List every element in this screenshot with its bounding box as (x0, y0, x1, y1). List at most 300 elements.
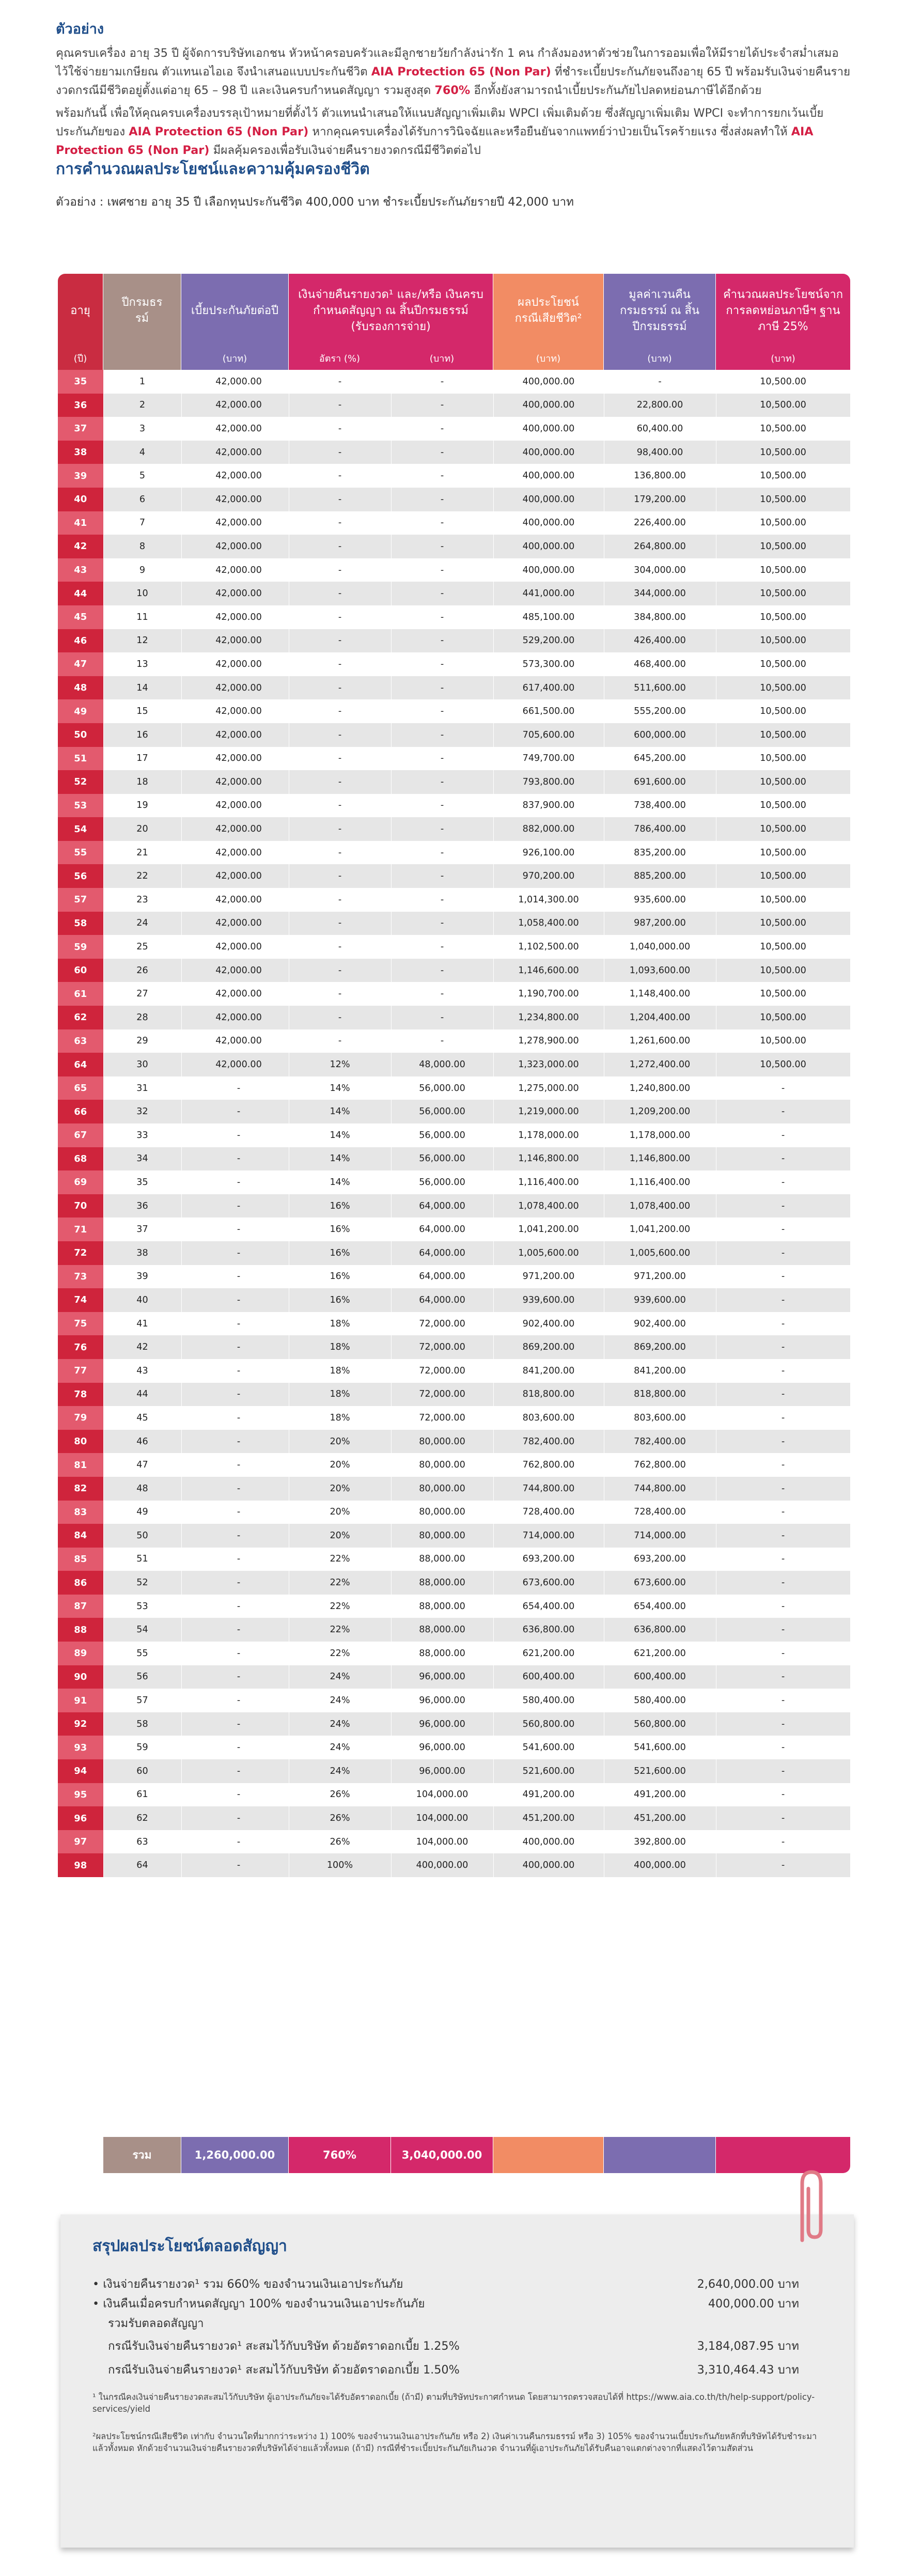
cell-premium: - (181, 1548, 289, 1571)
header-age: อายุ (70, 304, 90, 317)
cell-year: 20 (103, 817, 181, 841)
cell-premium: - (181, 1595, 289, 1618)
cell-death: 1,116,400.00 (493, 1170, 604, 1194)
cell-payout: - (391, 511, 493, 535)
cell-payout: 48,000.00 (391, 1053, 493, 1076)
example-title: ตัวอย่าง (56, 21, 104, 37)
cell-rate: 16% (289, 1265, 391, 1289)
cell-tax: - (716, 1712, 850, 1736)
cell-age: 84 (58, 1524, 103, 1548)
summary-value-payouts: 2,640,000.00 บาท (697, 2277, 799, 2291)
cell-csv: 738,400.00 (604, 794, 716, 818)
cell-payout: 96,000.00 (391, 1712, 493, 1736)
cell-year: 43 (103, 1359, 181, 1383)
cell-premium: - (181, 1194, 289, 1218)
cell-csv: 521,600.00 (604, 1759, 716, 1783)
cell-payout: 64,000.00 (391, 1194, 493, 1218)
cell-rate: - (289, 558, 391, 582)
cell-rate: - (289, 794, 391, 818)
cell-rate: 20% (289, 1477, 391, 1501)
cell-year: 63 (103, 1830, 181, 1854)
cell-death: 400,000.00 (493, 558, 604, 582)
total-label: รวม (103, 2137, 181, 2173)
cell-premium: 42,000.00 (181, 864, 289, 888)
cell-payout: 88,000.00 (391, 1595, 493, 1618)
cell-year: 4 (103, 441, 181, 464)
table-row (58, 723, 850, 747)
cell-payout: 56,000.00 (391, 1076, 493, 1100)
cell-death: 451,200.00 (493, 1806, 604, 1830)
cell-premium: 42,000.00 (181, 676, 289, 700)
cell-death: 837,900.00 (493, 794, 604, 818)
table-row (58, 1100, 850, 1123)
cell-age: 75 (58, 1312, 103, 1336)
cell-premium: - (181, 1076, 289, 1100)
cell-payout: - (391, 464, 493, 488)
cell-death: 621,200.00 (493, 1642, 604, 1665)
cell-csv: 935,600.00 (604, 888, 716, 912)
cell-year: 6 (103, 488, 181, 511)
cell-premium: - (181, 1783, 289, 1807)
cell-tax: - (716, 1265, 850, 1289)
cell-csv: 835,200.00 (604, 841, 716, 865)
cell-age: 46 (58, 629, 103, 653)
table-row (58, 1712, 850, 1736)
cell-payout: 400,000.00 (391, 1853, 493, 1877)
cell-age: 56 (58, 864, 103, 888)
cell-premium: 42,000.00 (181, 888, 289, 912)
cell-year: 55 (103, 1642, 181, 1665)
cell-age: 69 (58, 1170, 103, 1194)
table-row (58, 629, 850, 653)
cell-year: 24 (103, 912, 181, 935)
max-benefit: 760% (434, 84, 471, 97)
cell-age: 97 (58, 1830, 103, 1854)
cell-rate: 20% (289, 1501, 391, 1524)
unit-csv: (บาท) (647, 353, 672, 364)
cell-csv: 1,005,600.00 (604, 1241, 716, 1265)
cell-age: 88 (58, 1618, 103, 1642)
cell-rate: - (289, 841, 391, 865)
cell-age: 96 (58, 1806, 103, 1830)
cell-csv: 939,600.00 (604, 1288, 716, 1312)
cell-death: 1,102,500.00 (493, 935, 604, 959)
cell-age: 62 (58, 1006, 103, 1029)
cell-tax: - (716, 1170, 850, 1194)
text: พร้อมกันนี้ เพื่อให้คุณครบเครื่องบรรลุเป้าหมายที่ตั้งไว้ ตัวแทนนำเสนอให้แนบสัญญาเพิ่มเติม WPCI เพิ่มเติมด้วย ซึ่งสัญญาเพิ่มเติม WPCI จะทำการยกเว้นเบี้ยประกันภัยของ (56, 106, 824, 138)
cell-csv: 426,400.00 (604, 629, 716, 653)
cell-death: 705,600.00 (493, 723, 604, 747)
cell-tax: 10,500.00 (716, 370, 850, 394)
cell-tax: - (716, 1689, 850, 1712)
summary-value-maturity: 400,000.00 บาท (708, 2297, 799, 2310)
cell-age: 95 (58, 1783, 103, 1807)
cell-csv: 818,800.00 (604, 1383, 716, 1407)
cell-rate: 18% (289, 1383, 391, 1407)
cell-age: 36 (58, 394, 103, 417)
cell-premium: - (181, 1265, 289, 1289)
cell-premium: - (181, 1689, 289, 1712)
header-payout: เงินจ่ายคืนรายงวด¹ และ/หรือ เงินครบกำหนดสัญญา ณ สิ้นปีกรมธรรม์ (รับรองการจ่าย) (298, 288, 483, 333)
cell-tax: - (716, 1501, 850, 1524)
cell-payout: 72,000.00 (391, 1383, 493, 1407)
text: หากคุณครบเครื่องได้รับการวินิจฉัยและหรือยืนยันจากแพทย์ว่าป่วยเป็นโรคร้ายแรง ซึ่งส่งผลทำให้ (308, 125, 791, 138)
text: คุณครบเครื่อง อายุ 35 ปี ผู้จัดการบริษัทเอกชน หัวหน้าครอบครัวและมีลูกชายวัยกำลังน่ารัก 1 คน กำลังมองหาตัวช่วยในการออมเพื่อให้มีรายได้ประจำสม่ำเสมอ ไว้ใช้จ่ายยามเกษียณ ตัวแทนเอไอเอ จึงนำเสนอแบบประกันชีวิต (56, 46, 839, 79)
cell-rate: - (289, 817, 391, 841)
cell-death: 882,000.00 (493, 817, 604, 841)
unit-payout: (บาท) (429, 353, 455, 364)
table-row (58, 676, 850, 700)
cell-death: 714,000.00 (493, 1524, 604, 1548)
table-row (58, 1830, 850, 1854)
cell-rate: - (289, 676, 391, 700)
cell-age: 94 (58, 1759, 103, 1783)
cell-premium: - (181, 1123, 289, 1147)
cell-tax: 10,500.00 (716, 605, 850, 629)
cell-payout: - (391, 629, 493, 653)
summary-title: สรุปผลประโยชน์ตลอดสัญญา (92, 2237, 287, 2255)
cell-premium: 42,000.00 (181, 982, 289, 1006)
cell-premium: 42,000.00 (181, 1006, 289, 1029)
cell-premium: - (181, 1359, 289, 1383)
cell-csv: 384,800.00 (604, 605, 716, 629)
cell-rate: - (289, 959, 391, 982)
cell-rate: 20% (289, 1453, 391, 1477)
cell-year: 34 (103, 1147, 181, 1171)
cell-tax: - (716, 1076, 850, 1100)
cell-death: 1,323,000.00 (493, 1053, 604, 1076)
cell-death: 400,000.00 (493, 370, 604, 394)
cell-payout: 104,000.00 (391, 1783, 493, 1807)
table-row (58, 1265, 850, 1289)
cell-csv: 304,000.00 (604, 558, 716, 582)
cell-csv: 580,400.00 (604, 1689, 716, 1712)
cell-age: 57 (58, 888, 103, 912)
cell-premium: - (181, 1430, 289, 1454)
cell-csv: 600,000.00 (604, 723, 716, 747)
cell-tax: - (716, 1548, 850, 1571)
cell-payout: 88,000.00 (391, 1571, 493, 1595)
cell-rate: - (289, 723, 391, 747)
cell-csv: 987,200.00 (604, 912, 716, 935)
cell-csv: 468,400.00 (604, 652, 716, 676)
section-subtitle: ตัวอย่าง : เพศชาย อายุ 35 ปี เลือกทุนประกันชีวิต 400,000 บาท ชำระเบี้ยประกันภัยรายปี 42,000 บาท (56, 195, 574, 209)
cell-year: 31 (103, 1076, 181, 1100)
cell-tax: 10,500.00 (716, 394, 850, 417)
cell-premium: 42,000.00 (181, 817, 289, 841)
cell-age: 74 (58, 1288, 103, 1312)
unit-premium: (บาท) (222, 353, 247, 364)
cell-age: 42 (58, 535, 103, 558)
cell-death: 1,058,400.00 (493, 912, 604, 935)
cell-premium: 42,000.00 (181, 652, 289, 676)
cell-rate: - (289, 629, 391, 653)
cell-csv: 693,200.00 (604, 1548, 716, 1571)
cell-tax: - (716, 1430, 850, 1454)
cell-tax: 10,500.00 (716, 535, 850, 558)
cell-age: 98 (58, 1853, 103, 1877)
cell-age: 77 (58, 1359, 103, 1383)
cell-csv: 264,800.00 (604, 535, 716, 558)
cell-rate: - (289, 982, 391, 1006)
cell-age: 59 (58, 935, 103, 959)
cell-premium: - (181, 1501, 289, 1524)
cell-premium: 42,000.00 (181, 747, 289, 771)
cell-year: 18 (103, 770, 181, 794)
cell-rate: 14% (289, 1147, 391, 1171)
cell-year: 28 (103, 1006, 181, 1029)
paperclip-icon (787, 2168, 833, 2245)
cell-premium: - (181, 1312, 289, 1336)
cell-csv: - (604, 370, 716, 394)
cell-premium: 42,000.00 (181, 699, 289, 723)
cell-year: 8 (103, 535, 181, 558)
summary-value-rate-125: 3,184,087.95 บาท (697, 2339, 799, 2353)
cell-age: 51 (58, 747, 103, 771)
cell-death: 1,041,200.00 (493, 1217, 604, 1241)
text: ที่ชำระเบี้ยประกันภัยจนถึงอายุ 65 ปี พร้อมรับเงินจ่ายคืนรายงวดกรณีมีชีวิตอยู่ตั้งแต่อายุ 65 – 98 ปี และเงินครบกำหนดสัญญา รวมสูงสุด (56, 65, 851, 97)
cell-premium: - (181, 1571, 289, 1595)
cell-csv: 636,800.00 (604, 1618, 716, 1642)
cell-rate: - (289, 770, 391, 794)
table-row (58, 511, 850, 535)
cell-premium: 42,000.00 (181, 912, 289, 935)
cell-tax: - (716, 1312, 850, 1336)
header-cash-value: มูลค่าเวนคืนกรมธรรม์ ณ สิ้นปีกรมธรรม์ (619, 288, 700, 333)
cell-csv: 902,400.00 (604, 1312, 716, 1336)
cell-payout: 64,000.00 (391, 1241, 493, 1265)
cell-rate: - (289, 888, 391, 912)
cell-year: 7 (103, 511, 181, 535)
cell-age: 41 (58, 511, 103, 535)
cell-age: 61 (58, 982, 103, 1006)
cell-premium: 42,000.00 (181, 723, 289, 747)
cell-premium: 42,000.00 (181, 1053, 289, 1076)
cell-age: 68 (58, 1147, 103, 1171)
cell-premium: - (181, 1217, 289, 1241)
table-row (58, 370, 850, 394)
cell-rate: - (289, 394, 391, 417)
cell-premium: 42,000.00 (181, 417, 289, 441)
cell-rate: 18% (289, 1406, 391, 1430)
cell-payout: - (391, 1006, 493, 1029)
cell-tax: - (716, 1217, 850, 1241)
cell-rate: 22% (289, 1618, 391, 1642)
cell-tax: - (716, 1335, 850, 1359)
cell-tax: - (716, 1853, 850, 1877)
text: มีผลคุ้มครองเพื่อรับเงินจ่ายคืนรายงวดกรณีมีชีวิตต่อไป (209, 144, 481, 157)
total-death-blank (493, 2137, 603, 2173)
cell-payout: 80,000.00 (391, 1430, 493, 1454)
cell-rate: 18% (289, 1312, 391, 1336)
cell-year: 14 (103, 676, 181, 700)
cell-death: 693,200.00 (493, 1548, 604, 1571)
cell-payout: - (391, 535, 493, 558)
table-row (58, 1053, 850, 1076)
cell-csv: 1,272,400.00 (604, 1053, 716, 1076)
cell-rate: - (289, 582, 391, 605)
table-row (58, 1501, 850, 1524)
cell-premium: - (181, 1853, 289, 1877)
table-row (58, 1548, 850, 1571)
table-row (58, 1571, 850, 1595)
table-row (58, 770, 850, 794)
product-name: AIA Protection 65 (Non Par) (129, 125, 309, 138)
cell-rate: - (289, 912, 391, 935)
cell-rate: - (289, 370, 391, 394)
cell-year: 27 (103, 982, 181, 1006)
cell-csv: 400,000.00 (604, 1853, 716, 1877)
cell-premium: - (181, 1712, 289, 1736)
cell-payout: 96,000.00 (391, 1665, 493, 1689)
cell-payout: - (391, 935, 493, 959)
cell-payout: 96,000.00 (391, 1759, 493, 1783)
cell-year: 45 (103, 1406, 181, 1430)
cell-year: 56 (103, 1665, 181, 1689)
table-row (58, 1453, 850, 1477)
table-row (58, 464, 850, 488)
table-row (58, 558, 850, 582)
cell-rate: 18% (289, 1335, 391, 1359)
cell-tax: 10,500.00 (716, 511, 850, 535)
cell-premium: - (181, 1642, 289, 1665)
cell-age: 72 (58, 1241, 103, 1265)
table-row (58, 1170, 850, 1194)
cell-csv: 728,400.00 (604, 1501, 716, 1524)
cell-tax: 10,500.00 (716, 747, 850, 771)
cell-csv: 98,400.00 (604, 441, 716, 464)
total-csv-blank (604, 2137, 715, 2173)
cell-csv: 1,146,800.00 (604, 1147, 716, 1171)
cell-payout: - (391, 723, 493, 747)
table-row (58, 817, 850, 841)
table-row (58, 1335, 850, 1359)
table-row (58, 1806, 850, 1830)
unit-year: (ปี) (73, 353, 87, 364)
cell-premium: 42,000.00 (181, 629, 289, 653)
cell-payout: 80,000.00 (391, 1453, 493, 1477)
cell-payout: - (391, 864, 493, 888)
cell-year: 38 (103, 1241, 181, 1265)
cell-premium: - (181, 1335, 289, 1359)
cell-csv: 714,000.00 (604, 1524, 716, 1548)
cell-rate: 22% (289, 1642, 391, 1665)
table-row (58, 535, 850, 558)
cell-payout: 72,000.00 (391, 1406, 493, 1430)
example-block (56, 18, 851, 164)
cell-payout: - (391, 841, 493, 865)
cell-rate: 20% (289, 1524, 391, 1548)
cell-csv: 541,600.00 (604, 1736, 716, 1759)
cell-premium: 42,000.00 (181, 441, 289, 464)
cell-csv: 645,200.00 (604, 747, 716, 771)
table-row (58, 1406, 850, 1430)
cell-tax: 10,500.00 (716, 582, 850, 605)
cell-death: 869,200.00 (493, 1335, 604, 1359)
table-row (58, 1759, 850, 1783)
cell-year: 37 (103, 1217, 181, 1241)
cell-death: 1,005,600.00 (493, 1241, 604, 1265)
cell-tax: - (716, 1736, 850, 1759)
cell-csv: 971,200.00 (604, 1265, 716, 1289)
cell-payout: - (391, 888, 493, 912)
cell-age: 90 (58, 1665, 103, 1689)
cell-year: 50 (103, 1524, 181, 1548)
cell-csv: 511,600.00 (604, 676, 716, 700)
cell-payout: - (391, 676, 493, 700)
cell-rate: - (289, 511, 391, 535)
cell-rate: 26% (289, 1806, 391, 1830)
table-row (58, 652, 850, 676)
cell-year: 46 (103, 1430, 181, 1454)
cell-year: 15 (103, 699, 181, 723)
cell-death: 580,400.00 (493, 1689, 604, 1712)
cell-age: 85 (58, 1548, 103, 1571)
cell-payout: - (391, 605, 493, 629)
cell-tax: 10,500.00 (716, 817, 850, 841)
cell-age: 45 (58, 605, 103, 629)
cell-age: 55 (58, 841, 103, 865)
cell-payout: - (391, 652, 493, 676)
cell-csv: 1,116,400.00 (604, 1170, 716, 1194)
cell-year: 2 (103, 394, 181, 417)
cell-tax: - (716, 1642, 850, 1665)
cell-payout: - (391, 558, 493, 582)
table-row (58, 982, 850, 1006)
cell-csv: 841,200.00 (604, 1359, 716, 1383)
cell-tax: 10,500.00 (716, 488, 850, 511)
cell-year: 30 (103, 1053, 181, 1076)
cell-csv: 179,200.00 (604, 488, 716, 511)
unit-tax: (บาท) (771, 353, 795, 364)
cell-csv: 136,800.00 (604, 464, 716, 488)
cell-payout: - (391, 394, 493, 417)
cell-death: 661,500.00 (493, 699, 604, 723)
cell-age: 47 (58, 652, 103, 676)
cell-payout: 72,000.00 (391, 1312, 493, 1336)
cell-tax: 10,500.00 (716, 417, 850, 441)
cell-csv: 885,200.00 (604, 864, 716, 888)
cell-age: 83 (58, 1501, 103, 1524)
cell-age: 82 (58, 1477, 103, 1501)
cell-tax: 10,500.00 (716, 1029, 850, 1053)
cell-payout: 80,000.00 (391, 1501, 493, 1524)
cell-tax: 10,500.00 (716, 864, 850, 888)
total-payout: 3,040,000.00 (391, 2137, 493, 2173)
cell-year: 29 (103, 1029, 181, 1053)
cell-premium: 42,000.00 (181, 464, 289, 488)
cell-premium: 42,000.00 (181, 605, 289, 629)
table-row (58, 417, 850, 441)
table-row (58, 1642, 850, 1665)
cell-year: 58 (103, 1712, 181, 1736)
cell-death: 902,400.00 (493, 1312, 604, 1336)
cell-death: 793,800.00 (493, 770, 604, 794)
cell-age: 91 (58, 1689, 103, 1712)
cell-payout: - (391, 441, 493, 464)
table-row (58, 1312, 850, 1336)
cell-age: 65 (58, 1076, 103, 1100)
summary-line-payouts: • เงินจ่ายคืนรายงวด¹ รวม 660% ของจำนวนเงินเอาประกันภัย (92, 2277, 403, 2291)
unit-rate: อัตรา (%) (319, 353, 361, 364)
cell-death: 617,400.00 (493, 676, 604, 700)
cell-tax: - (716, 1123, 850, 1147)
cell-csv: 491,200.00 (604, 1783, 716, 1807)
cell-premium: 42,000.00 (181, 558, 289, 582)
cell-death: 400,000.00 (493, 464, 604, 488)
cell-year: 36 (103, 1194, 181, 1218)
cell-rate: - (289, 652, 391, 676)
